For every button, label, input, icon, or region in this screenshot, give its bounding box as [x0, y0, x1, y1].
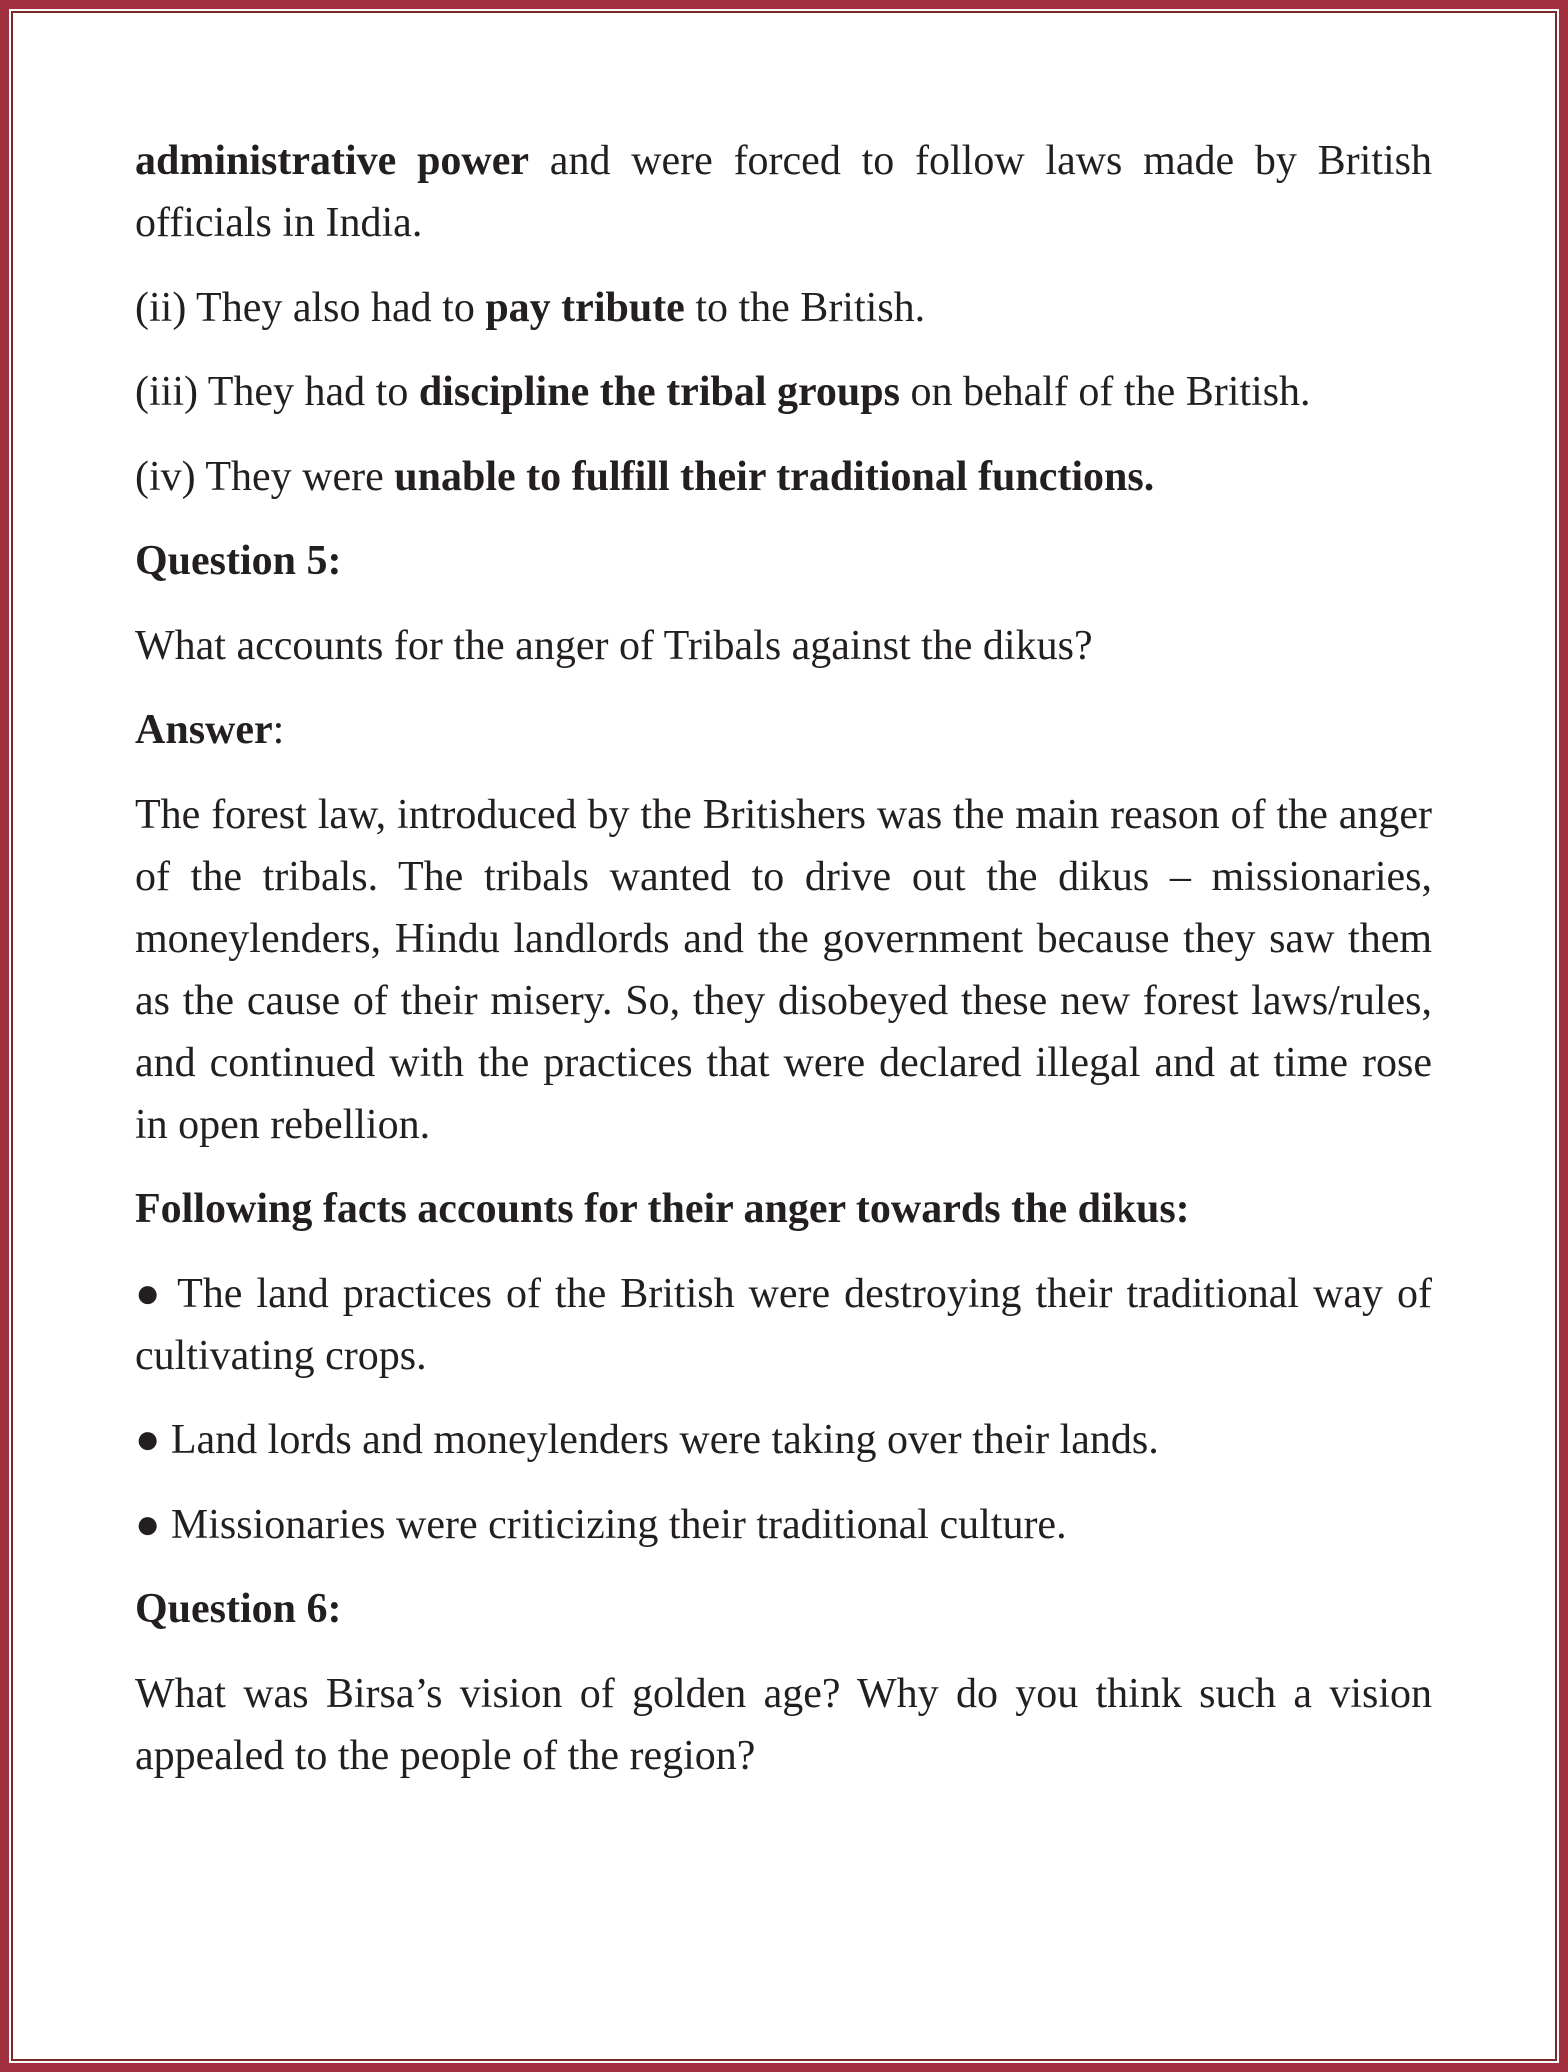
point-iv	[135, 446, 1432, 508]
bold-text: discipline the tribal groups	[418, 369, 900, 415]
fact-bullet-3	[135, 1494, 1432, 1556]
fact-bullet-1	[135, 1263, 1432, 1387]
bullet-icon: ●	[135, 1270, 164, 1317]
fact-bullet-2	[135, 1409, 1432, 1471]
text: and were forced to follow laws made by British officials in India.	[135, 138, 1432, 246]
text: (iv) They were	[135, 453, 395, 500]
heading-text: Question 5:	[135, 538, 342, 584]
facts-heading-text: Following facts accounts for their anger towards the dikus:	[135, 1186, 1190, 1232]
fact-text: Missionaries were criticizing their traditional culture.	[170, 1501, 1067, 1548]
question-5-text: What accounts for the anger of Tribals against the dikus?	[135, 622, 1093, 669]
answer-label	[135, 699, 1432, 761]
text: (iii) They had to	[135, 369, 419, 415]
point-iii	[135, 361, 1432, 423]
fact-text: The land practices of the British were destroying their traditional way of cultivating crops.	[135, 1270, 1433, 1379]
bold-text: pay tribute	[485, 284, 685, 331]
bold-text: administrative power	[135, 138, 530, 184]
bullet-icon: ●	[135, 1417, 161, 1463]
document-body	[135, 130, 1432, 1809]
question-6-text: What was Birsa’s vision of golden age? Why do you think such a vision appealed to the people of the region?	[135, 1670, 1432, 1779]
text: on behalf of the British.	[899, 369, 1311, 415]
question-6-heading	[135, 1578, 1432, 1640]
paragraph-administrative-power	[135, 130, 1432, 254]
bold-text: unable to fulfill their traditional functions.	[394, 453, 1155, 500]
question-5-heading	[135, 530, 1432, 592]
answer-paragraph: The forest law, introduced by the Britishers was the main reason of the anger of the tribals. The tribals wanted to drive out the dikus – missionaries, moneylenders, Hindu landlords and the government because they saw them as the cause of their misery. So, they disobeyed these new forest laws/rules, and continued with the practices that were declared illegal and at time rose in open rebellion.	[135, 791, 1432, 1148]
heading-text: Question 6:	[135, 1586, 342, 1632]
point-ii	[135, 277, 1432, 339]
text: to the British.	[684, 284, 926, 331]
colon: :	[272, 707, 285, 753]
facts-heading	[135, 1178, 1432, 1240]
answer-label-text: Answer	[135, 707, 273, 753]
bullet-icon: ●	[135, 1501, 161, 1548]
fact-text: Land lords and moneylenders were taking over their lands.	[170, 1417, 1159, 1463]
text: (ii) They also had to	[135, 284, 486, 331]
